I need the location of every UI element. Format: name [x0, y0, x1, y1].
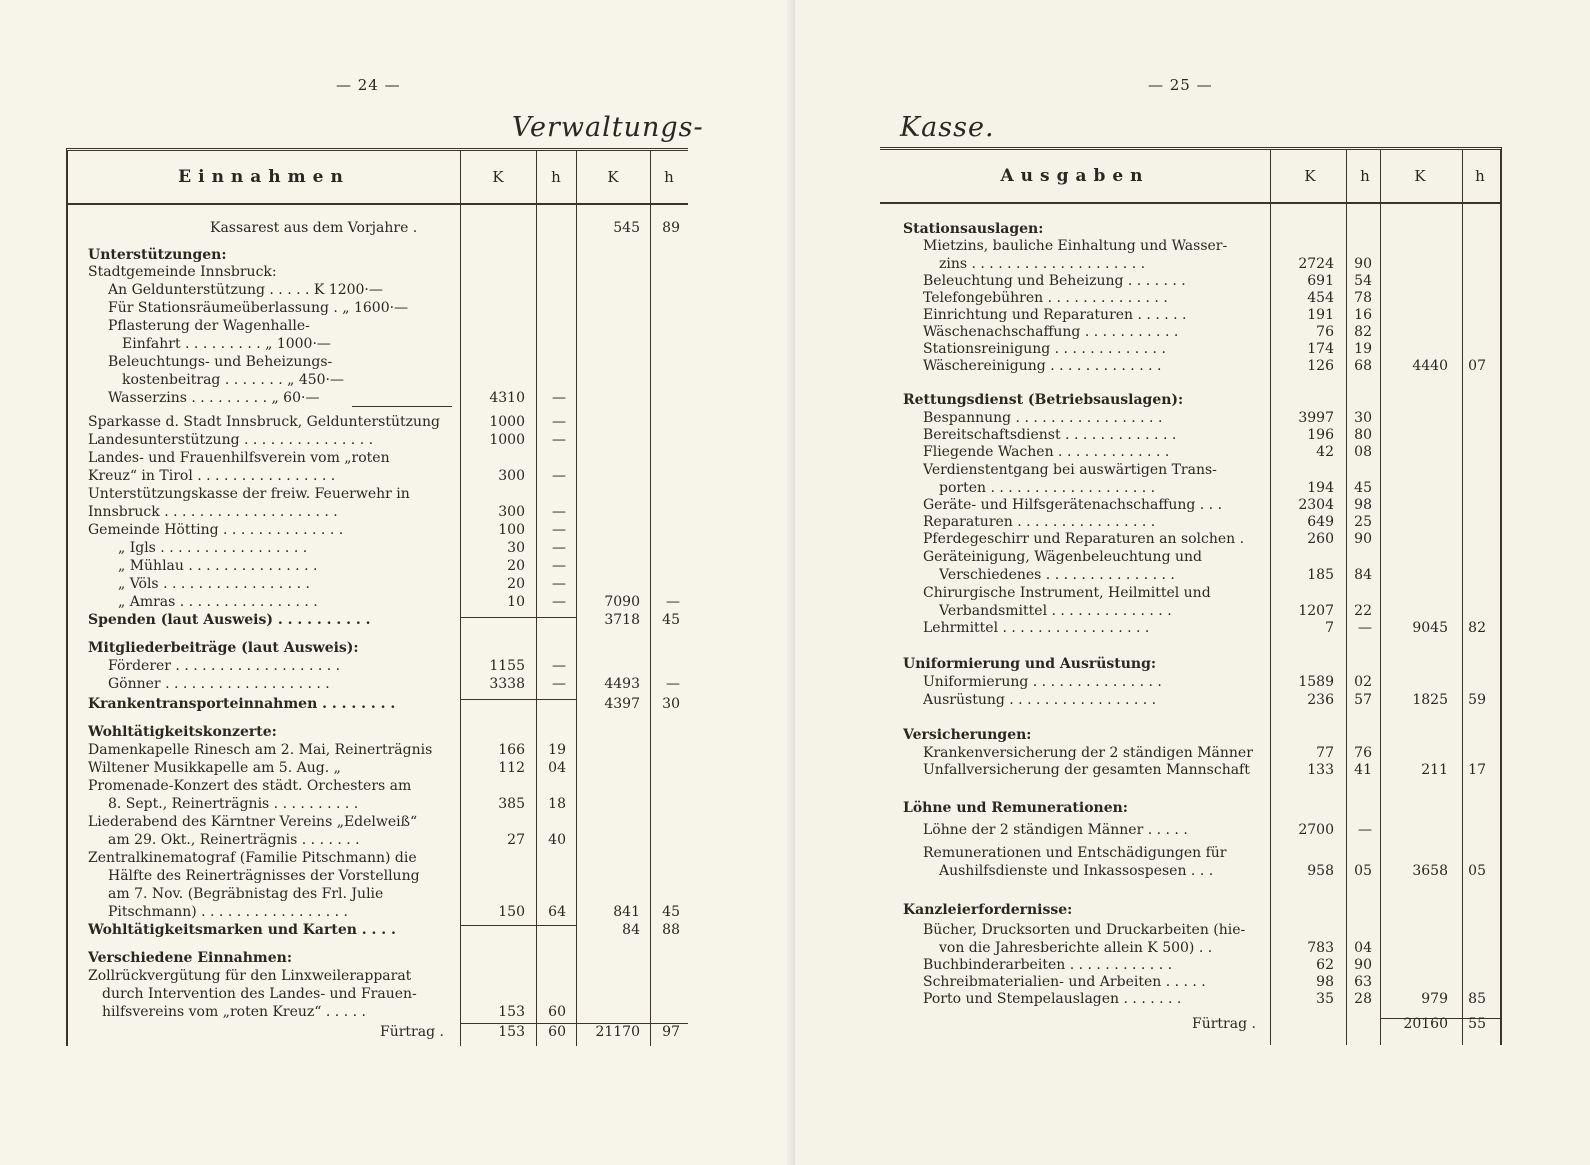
amount-h1: 05 [1354, 863, 1372, 879]
row-label: Wohltätigkeitsmarken und Karten . . . . [88, 922, 396, 938]
amount-k1: 153 [498, 1024, 525, 1040]
row-label: Uniformierung und Ausrüstung: [903, 656, 1157, 672]
amount-k2: 545 [613, 220, 640, 236]
col-divider [1380, 150, 1381, 1045]
amount-k2: 9045 [1412, 620, 1448, 636]
row-rule [460, 925, 576, 926]
row-label: Spenden (laut Ausweis) . . . . . . . . . . [88, 612, 371, 628]
amount-k1: 133 [1307, 762, 1334, 778]
page-heading: Kasse. [900, 112, 995, 143]
amount-k2: 84 [622, 922, 640, 938]
amount-h1: 08 [1354, 444, 1372, 460]
amount-h1: — [552, 676, 566, 692]
row-label: hilfsvereins vom „roten Kreuz“ . . . . . [102, 1004, 366, 1020]
amount-k2: 211 [1421, 762, 1448, 778]
header-k1: K [492, 168, 504, 186]
row-label: Löhne und Remunerationen: [903, 800, 1128, 816]
row-label: Zentralkinematograf (Familie Pitschmann) die [88, 850, 417, 866]
amount-k1: 194 [1307, 480, 1334, 496]
row-label: Promenade-Konzert des städt. Orchesters am [88, 778, 412, 794]
row-label: „ Völs . . . . . . . . . . . . . . . . . [118, 576, 310, 592]
row-label: Wiltener Musikkapelle am 5. Aug. „ [88, 760, 341, 776]
amount-h1: 78 [1354, 290, 1372, 306]
amount-h1: — [552, 414, 566, 430]
row-label: Damenkapelle Rinesch am 2. Mai, Reinerträgnis [88, 742, 433, 758]
row-label: Unterstützungskasse der freiw. Feuerwehr in [88, 486, 410, 502]
col-divider [1462, 150, 1463, 1045]
amount-h1: — [552, 504, 566, 520]
row-label: Für Stationsräumeüberlassung . „ 1600·— [108, 300, 409, 316]
amount-k1: 2304 [1298, 497, 1334, 513]
row-label: Remunerationen und Entschädigungen für [923, 845, 1227, 861]
table-header [68, 151, 688, 205]
row-label: „ Amras . . . . . . . . . . . . . . . . [118, 594, 318, 610]
amount-k2: 841 [613, 904, 640, 920]
row-label: Schreibmaterialien- und Arbeiten . . . . . [923, 974, 1206, 990]
amount-k1: 1000 [489, 414, 525, 430]
row-label: Wäschereinigung . . . . . . . . . . . . . [923, 358, 1162, 374]
amount-h2: 89 [662, 220, 680, 236]
row-label: Beleuchtung und Beheizung . . . . . . . [923, 273, 1186, 289]
row-label: Versicherungen: [903, 727, 1032, 743]
amount-h2: 30 [662, 696, 680, 712]
header-title: Ausgaben [1000, 166, 1150, 186]
row-label: Krankentransporteinnahmen . . . . . . . . [88, 696, 396, 712]
amount-k2: 20160 [1403, 1016, 1448, 1032]
amount-h1: 80 [1354, 427, 1372, 443]
amount-k1: 153 [498, 1004, 525, 1020]
amount-h2: 82 [1468, 620, 1486, 636]
amount-k1: 454 [1307, 290, 1334, 306]
amount-h1: 28 [1354, 991, 1372, 1007]
header-h2: h [1475, 167, 1485, 185]
header-h1: h [551, 168, 561, 186]
row-label: Bespannung . . . . . . . . . . . . . . . . . [923, 410, 1163, 426]
amount-h1: 68 [1354, 358, 1372, 374]
row-label: Bücher, Drucksorten und Druckarbeiten (hie- [923, 922, 1246, 938]
row-label: Verbandsmittel . . . . . . . . . . . . . . [939, 603, 1172, 619]
amount-h1: 40 [548, 832, 566, 848]
amount-k1: 35 [1316, 991, 1334, 1007]
row-label: „ Mühlau . . . . . . . . . . . . . . . [118, 558, 318, 574]
amount-h1: 82 [1354, 324, 1372, 340]
amount-h1: — [552, 576, 566, 592]
amount-h1: 90 [1354, 957, 1372, 973]
amount-h1: 41 [1354, 762, 1372, 778]
header-k2: K [607, 168, 619, 186]
amount-h2: 88 [662, 922, 680, 938]
row-label: Kanzleierfordernisse: [903, 902, 1073, 918]
row-label: Mitgliederbeiträge (laut Ausweis): [88, 640, 359, 656]
amount-k1: 649 [1307, 514, 1334, 530]
amount-h2: 05 [1468, 863, 1486, 879]
row-rule [460, 617, 576, 618]
row-label: zins . . . . . . . . . . . . . . . . . . . . [939, 256, 1146, 272]
amount-k1: 2700 [1298, 822, 1334, 838]
amount-h2: — [666, 594, 680, 610]
row-label: Beleuchtungs- und Beheizungs- [108, 354, 333, 370]
amount-k1: 10 [507, 594, 525, 610]
subtotal-rule [352, 406, 452, 407]
amount-h1: 16 [1354, 307, 1372, 323]
amount-h2: 97 [662, 1024, 680, 1040]
amount-k2: 4440 [1412, 358, 1448, 374]
amount-k1: 27 [507, 832, 525, 848]
amount-k1: 112 [498, 760, 525, 776]
row-label: von die Jahresberichte allein K 500) . . [939, 940, 1213, 956]
header-k1: K [1304, 167, 1316, 185]
amount-k1: 691 [1307, 273, 1334, 289]
row-label: Mietzins, bauliche Einhaltung und Wasser- [923, 238, 1228, 254]
row-label: Fliegende Wachen . . . . . . . . . . . . . [923, 444, 1170, 460]
row-label: Wasserzins . . . . . . . . . „ 60·— [108, 390, 320, 406]
header-k2: K [1414, 167, 1426, 185]
row-label: Bereitschaftsdienst . . . . . . . . . . . . . [923, 427, 1177, 443]
row-label: Verdienstentgang bei auswärtigen Trans- [923, 462, 1217, 478]
amount-h1: 19 [548, 742, 566, 758]
amount-k1: 100 [498, 522, 525, 538]
amount-h1: — [552, 432, 566, 448]
amount-k2: 3658 [1412, 863, 1448, 879]
row-label: Aushilfsdienste und Inkassospesen . . . [939, 863, 1214, 879]
row-label: Geräte- und Hilfsgerätenachschaffung . . . [923, 497, 1223, 513]
amount-h1: 64 [548, 904, 566, 920]
amount-k1: 166 [498, 742, 525, 758]
amount-k2: 4397 [604, 696, 640, 712]
amount-h1: 45 [1354, 480, 1372, 496]
amount-k1: 4310 [489, 390, 525, 406]
amount-h1: 90 [1354, 256, 1372, 272]
row-label: Geräteinigung, Wägenbeleuchtung und [923, 549, 1202, 565]
page-number: — 25 — [1148, 76, 1213, 94]
amount-k1: 958 [1307, 863, 1334, 879]
amount-h1: 60 [548, 1004, 566, 1020]
page-number: — 24 — [336, 76, 401, 94]
row-label: Telefongebühren . . . . . . . . . . . . . . [923, 290, 1168, 306]
header-title: Einnahmen [178, 167, 350, 187]
table-header [880, 150, 1500, 204]
amount-k1: 7 [1325, 620, 1334, 636]
row-label: Fürtrag . [1192, 1016, 1256, 1032]
row-label: Liederabend des Kärntner Vereins „Edelweiß“ [88, 814, 418, 830]
amount-k1: 236 [1307, 692, 1334, 708]
row-label: Wohltätigkeitskonzerte: [88, 724, 277, 740]
amount-h1: 98 [1354, 497, 1372, 513]
amount-h1: 57 [1354, 692, 1372, 708]
row-label: Einfahrt . . . . . . . . . „ 1000·— [122, 336, 331, 352]
amount-k1: 196 [1307, 427, 1334, 443]
amount-k1: 300 [498, 468, 525, 484]
amount-k2: 21170 [595, 1024, 640, 1040]
row-label: am 29. Okt., Reinerträgnis . . . . . . . [108, 832, 360, 848]
row-rule [460, 699, 576, 700]
amount-k1: 185 [1307, 567, 1334, 583]
amount-k1: 1207 [1298, 603, 1334, 619]
amount-k1: 76 [1316, 324, 1334, 340]
amount-k1: 3997 [1298, 410, 1334, 426]
row-label: Wäschenachschaffung . . . . . . . . . . . [923, 324, 1179, 340]
amount-h1: 18 [548, 796, 566, 812]
row-label: Gönner . . . . . . . . . . . . . . . . . . . [108, 676, 330, 692]
row-label: 8. Sept., Reinerträgnis . . . . . . . . . . [108, 796, 359, 812]
amount-h1: 02 [1354, 674, 1372, 690]
row-label: Uniformierung . . . . . . . . . . . . . . . [923, 674, 1162, 690]
amount-h1: — [552, 658, 566, 674]
amount-k1: 98 [1316, 974, 1334, 990]
row-label: Stadtgemeinde Innsbruck: [88, 264, 277, 280]
row-label: Landesunterstützung . . . . . . . . . . . . . . . [88, 432, 374, 448]
row-label: Kassarest aus dem Vorjahre . [210, 220, 418, 236]
amount-k1: 1155 [489, 658, 525, 674]
amount-k2: 979 [1421, 991, 1448, 1007]
row-label: An Geldunterstützung . . . . . K 1200·— [108, 282, 383, 298]
amount-h1: — [552, 540, 566, 556]
header-h1: h [1360, 167, 1370, 185]
amount-h1: — [552, 558, 566, 574]
amount-h2: 85 [1468, 991, 1486, 1007]
row-label: Verschiedene Einnahmen: [88, 950, 292, 966]
amount-h1: — [552, 390, 566, 406]
amount-h2: 55 [1468, 1016, 1486, 1032]
row-label: porten . . . . . . . . . . . . . . . . . . . [939, 480, 1156, 496]
amount-h1: 04 [1354, 940, 1372, 956]
amount-k1: 42 [1316, 444, 1334, 460]
row-label: Einrichtung und Reparaturen . . . . . . [923, 307, 1187, 323]
amount-k1: 783 [1307, 940, 1334, 956]
row-label: am 7. Nov. (Begräbnistag des Frl. Julie [108, 886, 384, 902]
row-label: Verschiedenes . . . . . . . . . . . . . . . [939, 567, 1175, 583]
row-label: Löhne der 2 ständigen Männer . . . . . [923, 822, 1188, 838]
amount-k1: 300 [498, 504, 525, 520]
amount-h1: 30 [1354, 410, 1372, 426]
row-label: Sparkasse d. Stadt Innsbruck, Geldunterstützung [88, 414, 441, 430]
row-label: Zollrückvergütung für den Linxweilerapparat [88, 968, 412, 984]
amount-h2: — [666, 676, 680, 692]
row-label: Kreuz“ in Tirol . . . . . . . . . . . . . . . . [88, 468, 336, 484]
amount-h1: 90 [1354, 531, 1372, 547]
row-label: Pferdegeschirr und Reparaturen an solchen . [923, 531, 1245, 547]
row-label: Unterstützungen: [88, 247, 227, 263]
amount-k1: 174 [1307, 341, 1334, 357]
amount-h1: 84 [1354, 567, 1372, 583]
row-label: Rettungsdienst (Betriebsauslagen): [903, 392, 1184, 408]
amount-h1: — [552, 594, 566, 610]
amount-k1: 77 [1316, 745, 1334, 761]
row-label: Stationsauslagen: [903, 221, 1044, 237]
row-label: Förderer . . . . . . . . . . . . . . . . . . . [108, 658, 341, 674]
amount-k1: 2724 [1298, 256, 1334, 272]
page-heading: Verwaltungs- [512, 112, 704, 143]
row-label: Innsbruck . . . . . . . . . . . . . . . . . . . . [88, 504, 338, 520]
amount-h1: 76 [1354, 745, 1372, 761]
row-label: Unfallversicherung der gesamten Mannschaft [923, 762, 1250, 778]
header-h2: h [664, 168, 674, 186]
amount-k1: 260 [1307, 531, 1334, 547]
amount-k1: 20 [507, 558, 525, 574]
row-label: Pflasterung der Wagenhalle- [108, 318, 310, 334]
row-label: Ausrüstung . . . . . . . . . . . . . . . . . [923, 692, 1157, 708]
amount-k1: 62 [1316, 957, 1334, 973]
row-label: Pitschmann) . . . . . . . . . . . . . . . . . [108, 904, 348, 920]
amount-k1: 150 [498, 904, 525, 920]
amount-k1: 1000 [489, 432, 525, 448]
amount-k2: 7090 [604, 594, 640, 610]
amount-k2: 4493 [604, 676, 640, 692]
row-label: Buchbinderarbeiten . . . . . . . . . . . . [923, 957, 1173, 973]
row-label: Stationsreinigung . . . . . . . . . . . . . [923, 341, 1166, 357]
row-label: Porto und Stempelauslagen . . . . . . . [923, 991, 1182, 1007]
row-label: Hälfte des Reinerträgnisses der Vorstellung [108, 868, 420, 884]
amount-k1: 1589 [1298, 674, 1334, 690]
amount-h1: 04 [548, 760, 566, 776]
row-label: durch Intervention des Landes- und Frauen- [102, 986, 417, 1002]
amount-h1: — [552, 468, 566, 484]
amount-k1: 30 [507, 540, 525, 556]
amount-k2: 3718 [604, 612, 640, 628]
row-label: „ Igls . . . . . . . . . . . . . . . . . [118, 540, 308, 556]
amount-h1: 63 [1354, 974, 1372, 990]
amount-k1: 3338 [489, 676, 525, 692]
amount-k1: 20 [507, 576, 525, 592]
amount-h2: 17 [1468, 762, 1486, 778]
amount-h1: 22 [1354, 603, 1372, 619]
amount-k1: 385 [498, 796, 525, 812]
amount-h1: 60 [548, 1024, 566, 1040]
amount-h1: 54 [1354, 273, 1372, 289]
amount-h1: 19 [1354, 341, 1372, 357]
amount-h2: 45 [662, 904, 680, 920]
row-label: Krankenversicherung der 2 ständigen Männer [923, 745, 1253, 761]
row-label: Reparaturen . . . . . . . . . . . . . . . . [923, 514, 1156, 530]
amount-h1: — [1358, 822, 1372, 838]
amount-h2: 45 [662, 612, 680, 628]
row-label: Gemeinde Hötting . . . . . . . . . . . . . . [88, 522, 344, 538]
amount-h1: — [552, 522, 566, 538]
amount-k1: 191 [1307, 307, 1334, 323]
row-label: Landes- und Frauenhilfsverein vom „roten [88, 450, 390, 466]
row-label: Lehrmittel . . . . . . . . . . . . . . . . . [923, 620, 1150, 636]
row-label: Fürtrag . [380, 1024, 444, 1040]
row-label: kostenbeitrag . . . . . . . „ 450·— [122, 372, 345, 388]
row-label: Chirurgische Instrument, Heilmittel und [923, 585, 1211, 601]
amount-h2: 07 [1468, 358, 1486, 374]
amount-h1: — [1358, 620, 1372, 636]
amount-h2: 59 [1468, 692, 1486, 708]
amount-k1: 126 [1307, 358, 1334, 374]
amount-k2: 1825 [1412, 692, 1448, 708]
amount-h1: 25 [1354, 514, 1372, 530]
